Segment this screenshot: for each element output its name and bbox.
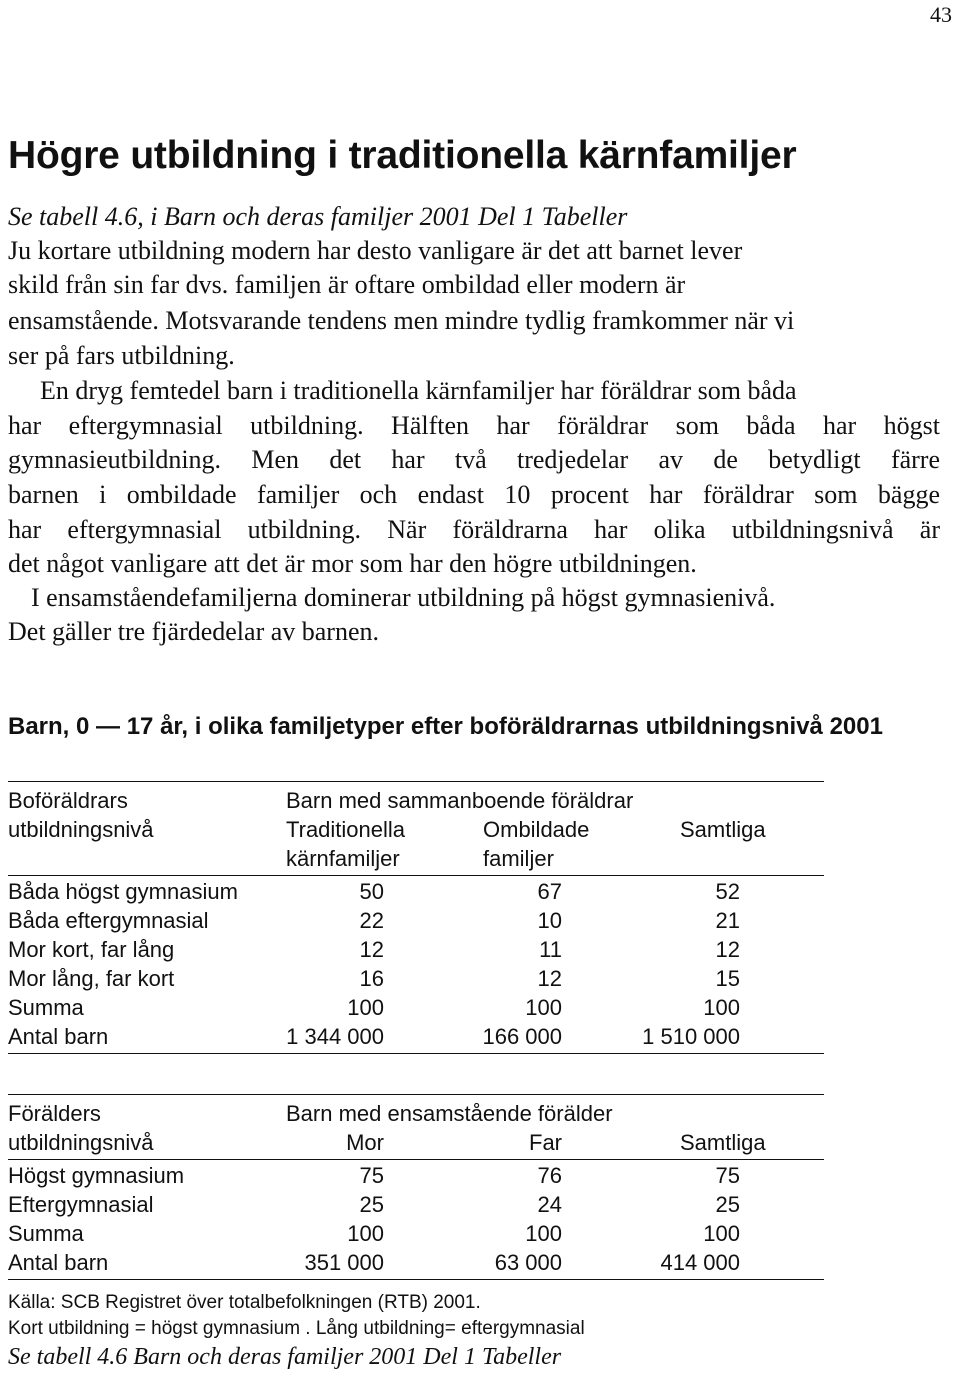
paragraph-2-line: det något vanligare att det är mor som har den högre utbildningen. [8, 549, 697, 578]
table-rule [8, 875, 824, 876]
definition-note: Kort utbildning = högst gymnasium . Lång utbildning= eftergymnasial [8, 1318, 585, 1339]
intro-reference: Se tabell 4.6, i Barn och deras familjer 2001 Del 1 Tabeller [8, 202, 628, 231]
table-cell: 75 [715, 1163, 740, 1188]
table-cell: 100 [525, 1221, 562, 1246]
row-label: Eftergymnasial [8, 1192, 154, 1217]
page-number: 43 [930, 2, 952, 27]
row-label: Mor kort, far lång [8, 937, 175, 962]
table-cell: 100 [703, 995, 740, 1020]
table-cell: 11 [539, 937, 562, 962]
row-label: Summa [8, 995, 84, 1020]
table-rule [8, 1159, 824, 1160]
page-heading: Högre utbildning i traditionella kärnfamiljer [8, 134, 797, 177]
row-label: Båda högst gymnasium [8, 879, 238, 904]
table-cell: 1 344 000 [286, 1024, 384, 1049]
table-header-row [8, 1128, 824, 1157]
table-rule [8, 1279, 824, 1280]
row-label: Summa [8, 1221, 84, 1246]
table-row [8, 1248, 824, 1277]
paragraph-2-line: har eftergymnasial utbildning. När föräldrarna har olika utbildningsnivå är [8, 515, 940, 544]
table-title: Barn, 0 — 17 år, i olika familjetyper efter boföräldrarnas utbildningsnivå 2001 [8, 713, 883, 740]
table-rule [8, 1094, 824, 1095]
row-label: Mor lång, far kort [8, 966, 175, 991]
table-cell: 12 [715, 937, 740, 962]
table-cell: 10 [537, 908, 562, 933]
table-rule [8, 1053, 824, 1054]
table-cell: 12 [359, 937, 384, 962]
column-header: kärnfamiljer [286, 846, 400, 871]
column-header: Far [529, 1130, 562, 1155]
intro-line: ser på fars utbildning. [8, 341, 235, 370]
table-cell: 67 [537, 879, 562, 904]
table-cell: 24 [537, 1192, 562, 1217]
table-cell: 63 000 [494, 1250, 562, 1275]
intro-line: skild från sin far dvs. familjen är oftare ombildad eller modern är [8, 270, 686, 299]
table-cell: 52 [715, 879, 740, 904]
table-row [8, 993, 824, 1022]
table-cell: 22 [359, 908, 384, 933]
table-header-row [8, 844, 824, 873]
table-cell: 15 [715, 966, 740, 991]
column-header: Mor [346, 1130, 384, 1155]
table-cell: 1 510 000 [642, 1024, 740, 1049]
column-header: Samtliga [680, 1130, 766, 1155]
table-row [8, 935, 824, 964]
table-cell: 351 000 [304, 1250, 384, 1275]
column-header: Boföräldrars [8, 788, 128, 813]
paragraph-2-line: gymnasieutbildning. Men det har två tredjedelar av de betydligt färre [8, 445, 940, 474]
row-label: Högst gymnasium [8, 1163, 185, 1188]
table-cell: 166 000 [482, 1024, 562, 1049]
paragraph-3-line: Det gäller tre fjärdedelar av barnen. [8, 617, 380, 646]
table-row [8, 1022, 824, 1051]
column-header: utbildningsnivå [8, 1130, 154, 1155]
table-header-row [8, 815, 824, 844]
table-cell: 16 [359, 966, 384, 991]
paragraph-2-line: En dryg femtedel barn i traditionella kärnfamiljer har föräldrar som båda [40, 376, 797, 405]
table-header-row [8, 786, 824, 815]
column-group-header: Barn med sammanboende föräldrar [286, 788, 634, 813]
table-cell: 414 000 [660, 1250, 740, 1275]
table-rule [8, 781, 824, 782]
table-cell: 12 [537, 966, 562, 991]
column-header: familjer [483, 846, 554, 871]
table-cell: 75 [359, 1163, 384, 1188]
paragraph-2-line: barnen i ombildade familjer och endast 10 procent har föräldrar som bägge [8, 480, 940, 509]
column-header: utbildningsnivå [8, 817, 154, 842]
table-row [8, 1219, 824, 1248]
intro-line: ensamstående. Motsvarande tendens men mindre tydlig framkommer när vi [8, 306, 795, 335]
table-cell: 100 [525, 995, 562, 1020]
column-header: Förälders [8, 1101, 101, 1126]
table-cell: 21 [715, 908, 740, 933]
row-label: Antal barn [8, 1250, 109, 1275]
source-note: Källa: SCB Registret över totalbefolkningen (RTB) 2001. [8, 1292, 481, 1313]
table-cell: 76 [537, 1163, 562, 1188]
paragraph-2-line: har eftergymnasial utbildning. Hälften har föräldrar som båda har högst [8, 411, 940, 440]
table-cell: 100 [703, 1221, 740, 1246]
table-row [8, 906, 824, 935]
table-cell: 100 [347, 995, 384, 1020]
table-row [8, 877, 824, 906]
column-header: Traditionella [286, 817, 406, 842]
table-cell: 25 [359, 1192, 384, 1217]
table-cell: 50 [359, 879, 384, 904]
column-group-header: Barn med ensamstående förälder [286, 1101, 613, 1126]
table-row [8, 1161, 824, 1190]
column-header: Ombildade [483, 817, 590, 842]
table-header-row [8, 1099, 824, 1128]
table-cell: 100 [347, 1221, 384, 1246]
paragraph-3-line: I ensamståendefamiljerna dominerar utbildning på högst gymnasienivå. [31, 583, 776, 612]
column-header: Samtliga [680, 817, 766, 842]
table-row [8, 964, 824, 993]
table-cell: 25 [715, 1192, 740, 1217]
intro-line: Ju kortare utbildning modern har desto vanligare är det att barnet lever [8, 236, 743, 265]
row-label: Antal barn [8, 1024, 109, 1049]
table-row [8, 1190, 824, 1219]
table-reference-note: Se tabell 4.6 Barn och deras familjer 2001 Del 1 Tabeller [8, 1344, 562, 1370]
row-label: Båda eftergymnasial [8, 908, 209, 933]
